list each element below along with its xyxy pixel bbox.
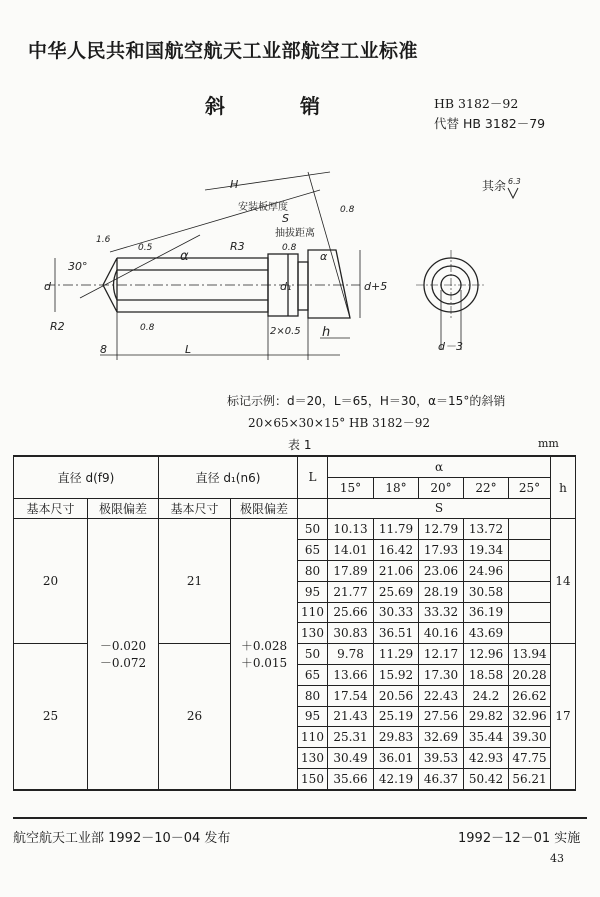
standard-title: 中华人民共和国航空航天工业部航空工业标准 [28,40,419,62]
cell-S: 21.43 [328,706,374,727]
label-rest: 其余 [482,179,507,193]
cell-L: 80 [298,685,328,706]
label-d1: d₁ [280,280,292,293]
pin-drawing [0,150,600,370]
cell-L: 95 [298,581,328,602]
label-chamfer: 2×0.5 [270,326,301,337]
cell-d1: 26 [159,644,231,790]
cell-S: 20.56 [374,685,419,706]
cell-S: 30.49 [328,748,374,769]
cell-L: 50 [298,644,328,665]
dev: －0.020 [99,639,147,654]
page-number: 43 [550,852,564,865]
cell-S: 42.19 [374,768,419,789]
standard-number: HB 3182－92 [434,96,519,111]
header-angle: 22° [464,477,509,498]
cell-d1: 21 [159,519,231,644]
label-d5: d+5 [364,280,388,293]
cell-h: 14 [551,519,576,644]
cell-d: 20 [14,519,88,644]
label-roughness-08b: 0.8 [282,243,297,253]
label-d-minus-3: d－3 [438,340,463,353]
cell-S: 12.96 [464,644,509,665]
cell-S: 24.2 [464,685,509,706]
cell-S: 40.16 [419,623,464,644]
cell-S: 33.32 [419,602,464,623]
cell-S: 39.53 [419,748,464,769]
header-angle: 25° [509,477,551,498]
cell-L: 130 [298,623,328,644]
cell-S [509,560,551,581]
cell-S: 32.96 [509,706,551,727]
dimension-table [13,455,576,791]
cell-S: 27.56 [419,706,464,727]
end-view [416,250,486,350]
cell-S: 14.01 [328,540,374,561]
label-30deg: 30° [68,260,88,273]
header-angle: 18° [374,477,419,498]
pin-body [45,172,360,360]
cell-S: 42.93 [464,748,509,769]
cell-S: 12.17 [419,644,464,665]
cell-S: 22.43 [419,685,464,706]
label-d: d [44,280,51,293]
header-deviation: 极限偏差 [88,498,159,519]
label-rest-value: 6.3 [508,177,521,186]
header-L: L [298,456,328,498]
cell-L: 65 [298,664,328,685]
cell-d-deviation [88,519,159,790]
cell-S: 13.72 [464,519,509,540]
cell-S: 50.42 [464,768,509,789]
dev: ＋0.028 [240,639,288,654]
cell-S: 25.66 [328,602,374,623]
cell-L: 95 [298,706,328,727]
header-basic: 基本尺寸 [14,498,88,519]
cell-S: 23.06 [419,560,464,581]
header-S: S [328,498,551,519]
cell-S: 30.58 [464,581,509,602]
header-basic: 基本尺寸 [159,498,231,519]
table-caption: 表 1 [288,438,312,452]
cell-S: 12.79 [419,519,464,540]
effective-date: 1992－12－01 实施 [458,831,581,846]
cell-S: 46.37 [419,768,464,789]
header-angle: 20° [419,477,464,498]
cell-S: 39.30 [509,727,551,748]
cell-S: 21.06 [374,560,419,581]
cell-d1-deviation [231,519,298,790]
cell-S: 29.83 [374,727,419,748]
cell-S [509,581,551,602]
cell-S: 21.77 [328,581,374,602]
cell-S: 19.34 [464,540,509,561]
cell-S: 15.92 [374,664,419,685]
cell-S: 25.31 [328,727,374,748]
cell-S [509,540,551,561]
cell-S: 9.78 [328,644,374,665]
cell-S [509,623,551,644]
part-name: 斜 [205,94,225,118]
header-alpha: α [328,456,551,477]
label-R2: R2 [50,320,65,333]
cell-S: 43.69 [464,623,509,644]
label-alpha-2: α [320,250,328,263]
cell-L: 80 [298,560,328,581]
cell-S: 20.28 [509,664,551,685]
cell-S: 24.96 [464,560,509,581]
label-8: 8 [100,343,107,356]
cell-S: 26.62 [509,685,551,706]
table-row [14,519,576,540]
cell-L: 110 [298,602,328,623]
roughness-symbol-icon [508,188,518,198]
label-pull: 抽拔距离 [275,228,315,239]
marking-example: 标记示例：d＝20，L＝65，H＝30，α＝15°的斜销 [227,394,506,408]
table-unit: mm [538,437,559,450]
marking-example-code: 20×65×30×15° HB 3182－92 [248,416,430,430]
label-roughness-08c: 0.8 [140,323,155,333]
issue-date: 航空航天工业部 1992－10－04 发布 [13,831,231,846]
cell-S: 18.58 [464,664,509,685]
cell-L: 150 [298,768,328,789]
label-R3: R3 [230,240,245,253]
replaces-standard: 代替 HB 3182－79 [434,116,546,131]
cell-S: 13.94 [509,644,551,665]
header-d1: 直径 d₁(n6) [159,456,298,498]
header-h: h [551,456,576,519]
dev: ＋0.015 [240,656,288,671]
cell-S: 29.82 [464,706,509,727]
cell-L: 50 [298,519,328,540]
label-L: L [185,343,192,356]
cell-S: 30.83 [328,623,374,644]
cell-S: 36.19 [464,602,509,623]
label-roughness-08a: 0.8 [340,205,355,215]
cell-S: 47.75 [509,748,551,769]
cell-S: 10.13 [328,519,374,540]
header-deviation: 极限偏差 [231,498,298,519]
cell-L: 110 [298,727,328,748]
header-angle: 15° [328,477,374,498]
cell-S: 17.93 [419,540,464,561]
cell-S [509,602,551,623]
label-half: 0.5 [138,243,153,253]
cell-S: 13.66 [328,664,374,685]
dev: －0.072 [99,656,147,671]
cell-h: 17 [551,644,576,790]
cell-S: 11.79 [374,519,419,540]
cell-S: 30.33 [374,602,419,623]
cell-S: 28.19 [419,581,464,602]
cell-S: 56.21 [509,768,551,789]
part-name-2: 销 [300,94,320,118]
cell-S: 17.30 [419,664,464,685]
cell-S: 17.54 [328,685,374,706]
cell-S: 36.51 [374,623,419,644]
header-d: 直径 d(f9) [14,456,159,498]
cell-S: 25.69 [374,581,419,602]
cell-S: 32.69 [419,727,464,748]
cell-L: 130 [298,748,328,769]
label-h: h [322,325,331,340]
label-roughness-16: 1.6 [96,235,111,245]
label-alpha: α [180,249,189,264]
label-S: S [282,212,289,225]
cell-L: 65 [298,540,328,561]
cell-d: 25 [14,644,88,790]
cell-S: 25.19 [374,706,419,727]
cell-S [509,519,551,540]
cell-S: 36.01 [374,748,419,769]
cell-S: 16.42 [374,540,419,561]
label-H: H [230,178,239,191]
cell-S: 35.66 [328,768,374,789]
cell-S: 17.89 [328,560,374,581]
label-mount: 安装板厚度 [238,202,288,213]
cell-S: 11.29 [374,644,419,665]
cell-S: 35.44 [464,727,509,748]
